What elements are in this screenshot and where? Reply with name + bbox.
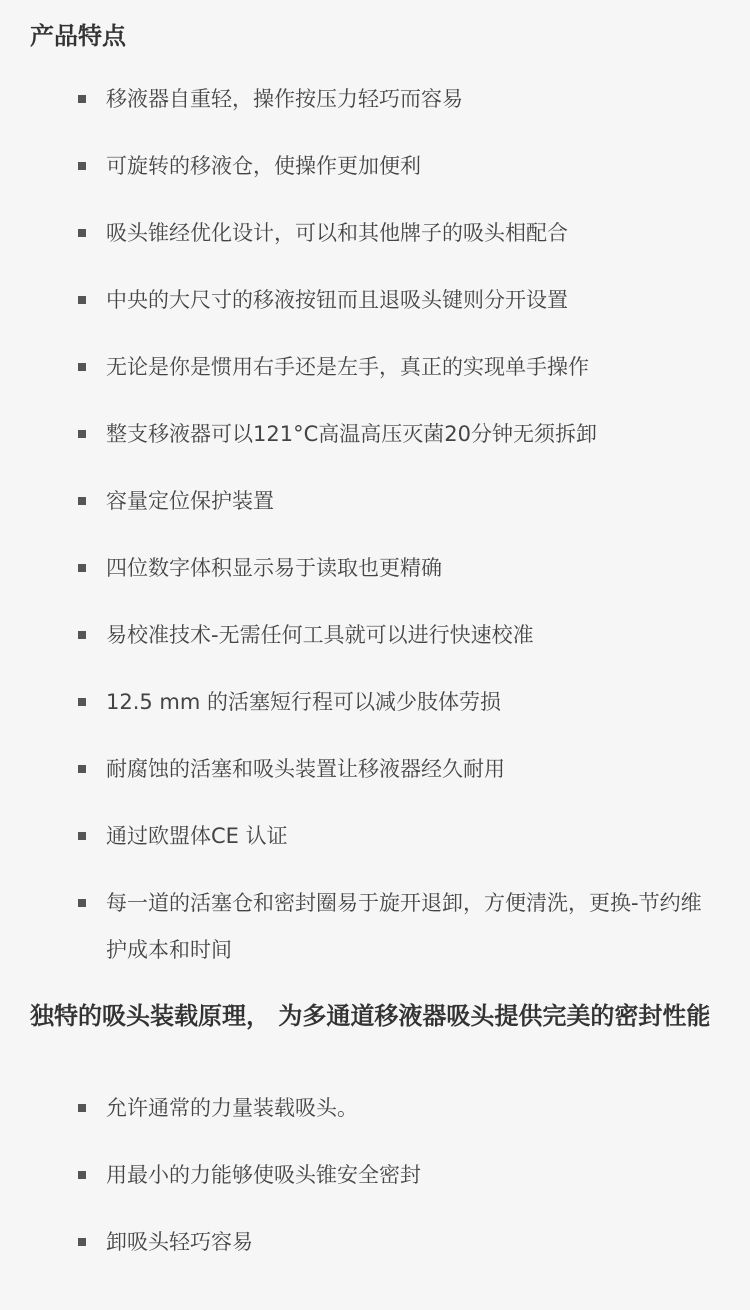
list-item — [76, 143, 716, 189]
list-item-text: 每一道的活塞仓和密封圈易于旋开退卸，方便清洗，更换-节约维护成本和时间 — [106, 891, 702, 962]
feature-list — [76, 76, 716, 995]
list-item — [76, 545, 716, 591]
list-item-text: 无论是你是惯用右手还是左手，真正的实现单手操作 — [106, 355, 589, 379]
list-item — [76, 277, 716, 323]
section-title-tip-loading: 独特的吸头装载原理， 为多通道移液器吸头提供完美的密封性能 — [30, 1002, 711, 1030]
list-item — [76, 478, 716, 524]
list-item-text: 用最小的力能够使吸头锥安全密封 — [106, 1163, 421, 1187]
list-item-text: 整支移液器可以121°C高温高压灭菌20分钟无须拆卸 — [106, 422, 597, 446]
tip-loading-list — [76, 1085, 716, 1286]
list-item — [76, 612, 716, 658]
square-bullet-icon — [78, 296, 86, 304]
square-bullet-icon — [78, 698, 86, 706]
square-bullet-icon — [78, 1171, 86, 1179]
list-item-text: 吸头锥经优化设计，可以和其他牌子的吸头相配合 — [106, 221, 568, 245]
list-item-text: 易校准技术-无需任何工具就可以进行快速校准 — [106, 623, 534, 647]
list-item-text: 允许通常的力量装载吸头。 — [106, 1096, 358, 1120]
square-bullet-icon — [78, 631, 86, 639]
list-item-text: 移液器自重轻，操作按压力轻巧而容易 — [106, 87, 463, 111]
section-title-features: 产品特点 — [30, 22, 126, 50]
list-item — [76, 76, 716, 122]
list-item — [76, 1152, 716, 1198]
square-bullet-icon — [78, 1104, 86, 1112]
square-bullet-icon — [78, 765, 86, 773]
list-item — [76, 210, 716, 256]
list-item — [76, 1085, 716, 1131]
list-item-text: 容量定位保护装置 — [106, 489, 274, 513]
square-bullet-icon — [78, 1238, 86, 1246]
list-item — [76, 746, 716, 792]
square-bullet-icon — [78, 95, 86, 103]
list-item — [76, 813, 716, 859]
list-item-text: 12.5 mm 的活塞短行程可以减少肢体劳损 — [106, 690, 502, 714]
square-bullet-icon — [78, 899, 86, 907]
list-item-text: 卸吸头轻巧容易 — [106, 1230, 253, 1254]
list-item-text: 可旋转的移液仓，使操作更加便利 — [106, 154, 421, 178]
square-bullet-icon — [78, 564, 86, 572]
square-bullet-icon — [78, 229, 86, 237]
list-item — [76, 880, 716, 974]
list-item — [76, 1219, 716, 1265]
square-bullet-icon — [78, 363, 86, 371]
square-bullet-icon — [78, 430, 86, 438]
list-item-text: 四位数字体积显示易于读取也更精确 — [106, 556, 442, 580]
list-item — [76, 679, 716, 725]
list-item-text: 耐腐蚀的活塞和吸头装置让移液器经久耐用 — [106, 757, 505, 781]
square-bullet-icon — [78, 832, 86, 840]
square-bullet-icon — [78, 497, 86, 505]
square-bullet-icon — [78, 162, 86, 170]
list-item — [76, 344, 716, 390]
list-item-text: 通过欧盟体CE 认证 — [106, 824, 288, 848]
list-item — [76, 411, 716, 457]
list-item-text: 中央的大尺寸的移液按钮而且退吸头键则分开设置 — [106, 288, 568, 312]
